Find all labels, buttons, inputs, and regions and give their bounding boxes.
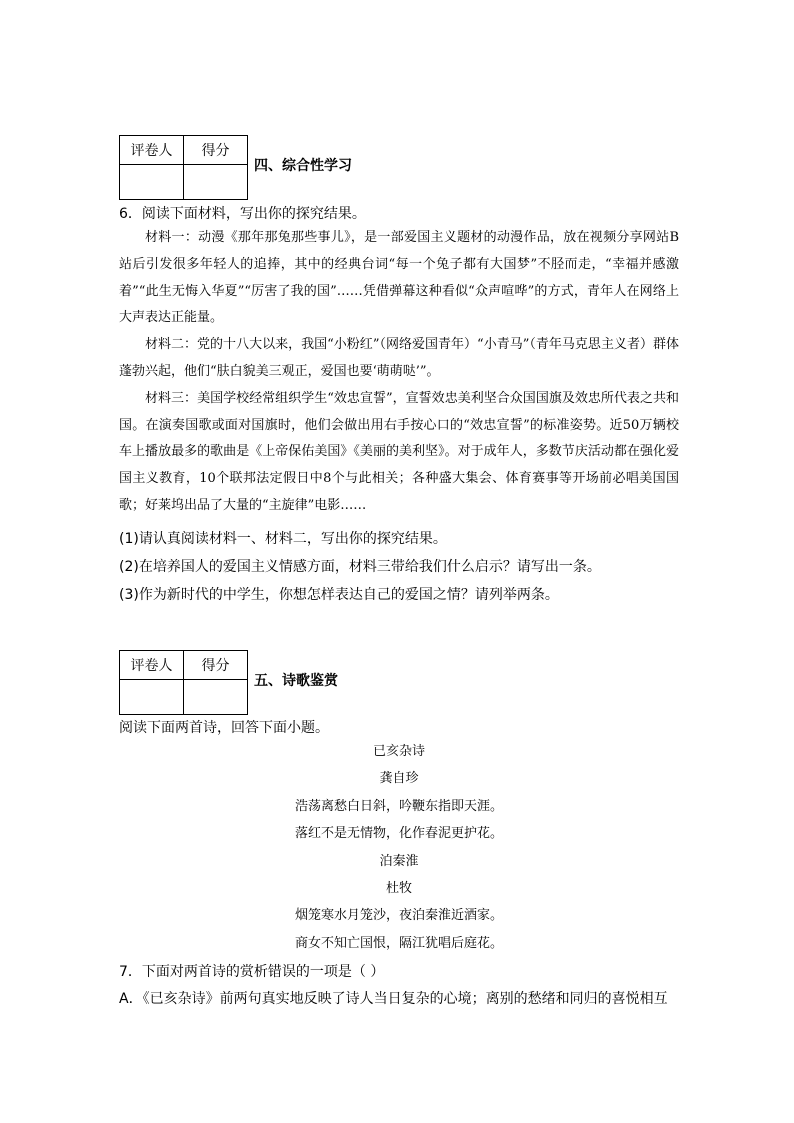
score-cell <box>184 165 248 200</box>
poem-line: 落红不是无情物，化作春泥更护花。 <box>294 826 503 842</box>
grader-label: 评卷人 <box>120 651 184 680</box>
sub-question-3: (3)作为新时代的中学生，你想怎样表达自己的爱国之情？请列举两条。 <box>119 587 559 603</box>
material-1: 材料一：动漫《那年那兔那些事儿》，是一部爱国主义题材的动漫作品，放在视频分享网站B站后引发很多年轻人的追捧，其中的经典台词“每一个兔子都有大国梦”不胫而走，“幸福并感激着”“此生无悔入华夏”“厉害了我的国”……凭借弹幕这种看似“众声喧哗”的方式，青年人在网络上大声表达正能量。 <box>119 230 679 326</box>
sub-question-1: (1)请认真阅读材料一、材料二，写出你的探究结果。 <box>119 531 447 547</box>
poem-author: 杜牧 <box>385 880 412 896</box>
poem-line: 烟笼寒水月笼沙，夜泊秦淮近酒家。 <box>294 908 503 924</box>
material-2: 材料二：党的十八大以来，我国“小粉红”（网络爱国青年）“小青马”（青年马克思主义者）群体蓬勃兴起，他们“肤白貌美三观正，爱国也要‘萌萌哒’”。 <box>119 337 679 379</box>
material-3: 材料三：美国学校经常组织学生“效忠宣誓”，宣誓效忠美利坚合众国国旗及效忠所代表之共和国。在演奏国歌或面对国旗时，他们会做出用右手按心口的“效忠宣誓”的标准姿势。近50万辆校车上播放最多的歌曲是《上帝保佑美国》《美丽的美利坚》。对于成年人，多数节庆活动都在强化爱国主义教育，10个联邦法定假日中8个与此相关；各种盛大集会、体育赛事等开场前必唱美国国歌；好莱坞出品了大量的“主旋律”电影…… <box>119 390 679 513</box>
grader-cell <box>120 165 184 200</box>
sub-question-2: (2)在培养国人的爱国主义情感方面，材料三带给我们什么启示？请写出一条。 <box>119 559 601 575</box>
materials <box>119 225 679 520</box>
section-title: 五、诗歌鉴赏 <box>254 673 338 689</box>
poem-title: 泊秦淮 <box>379 853 419 869</box>
option-a: A．《已亥杂诗》前两句真实地反映了诗人当日复杂的心境；离别的愁绪和同归的喜悦相互 <box>119 991 668 1007</box>
grader-table <box>119 650 248 715</box>
poem-title: 已亥杂诗 <box>372 744 425 759</box>
poems <box>119 738 679 957</box>
question-stem: 7．下面对两首诗的赏析错误的一项是（ ） <box>119 964 385 980</box>
score-cell <box>184 680 248 715</box>
poem-author: 龚自珍 <box>379 771 419 787</box>
reading-intro: 阅读下面两首诗，回答下面小题。 <box>119 720 329 736</box>
score-label: 得分 <box>184 651 248 680</box>
poem-line: 商女不知亡国恨，隔江犹唱后庭花。 <box>294 935 503 951</box>
grader-cell <box>120 680 184 715</box>
grader-label: 评卷人 <box>120 136 184 165</box>
poem-line: 浩荡离愁白日斜，吟鞭东指即天涯。 <box>294 798 503 814</box>
score-label: 得分 <box>184 136 248 165</box>
question-stem: 6．阅读下面材料，写出你的探究结果。 <box>119 206 366 222</box>
grader-table <box>119 135 248 200</box>
section-title: 四、综合性学习 <box>254 158 352 174</box>
